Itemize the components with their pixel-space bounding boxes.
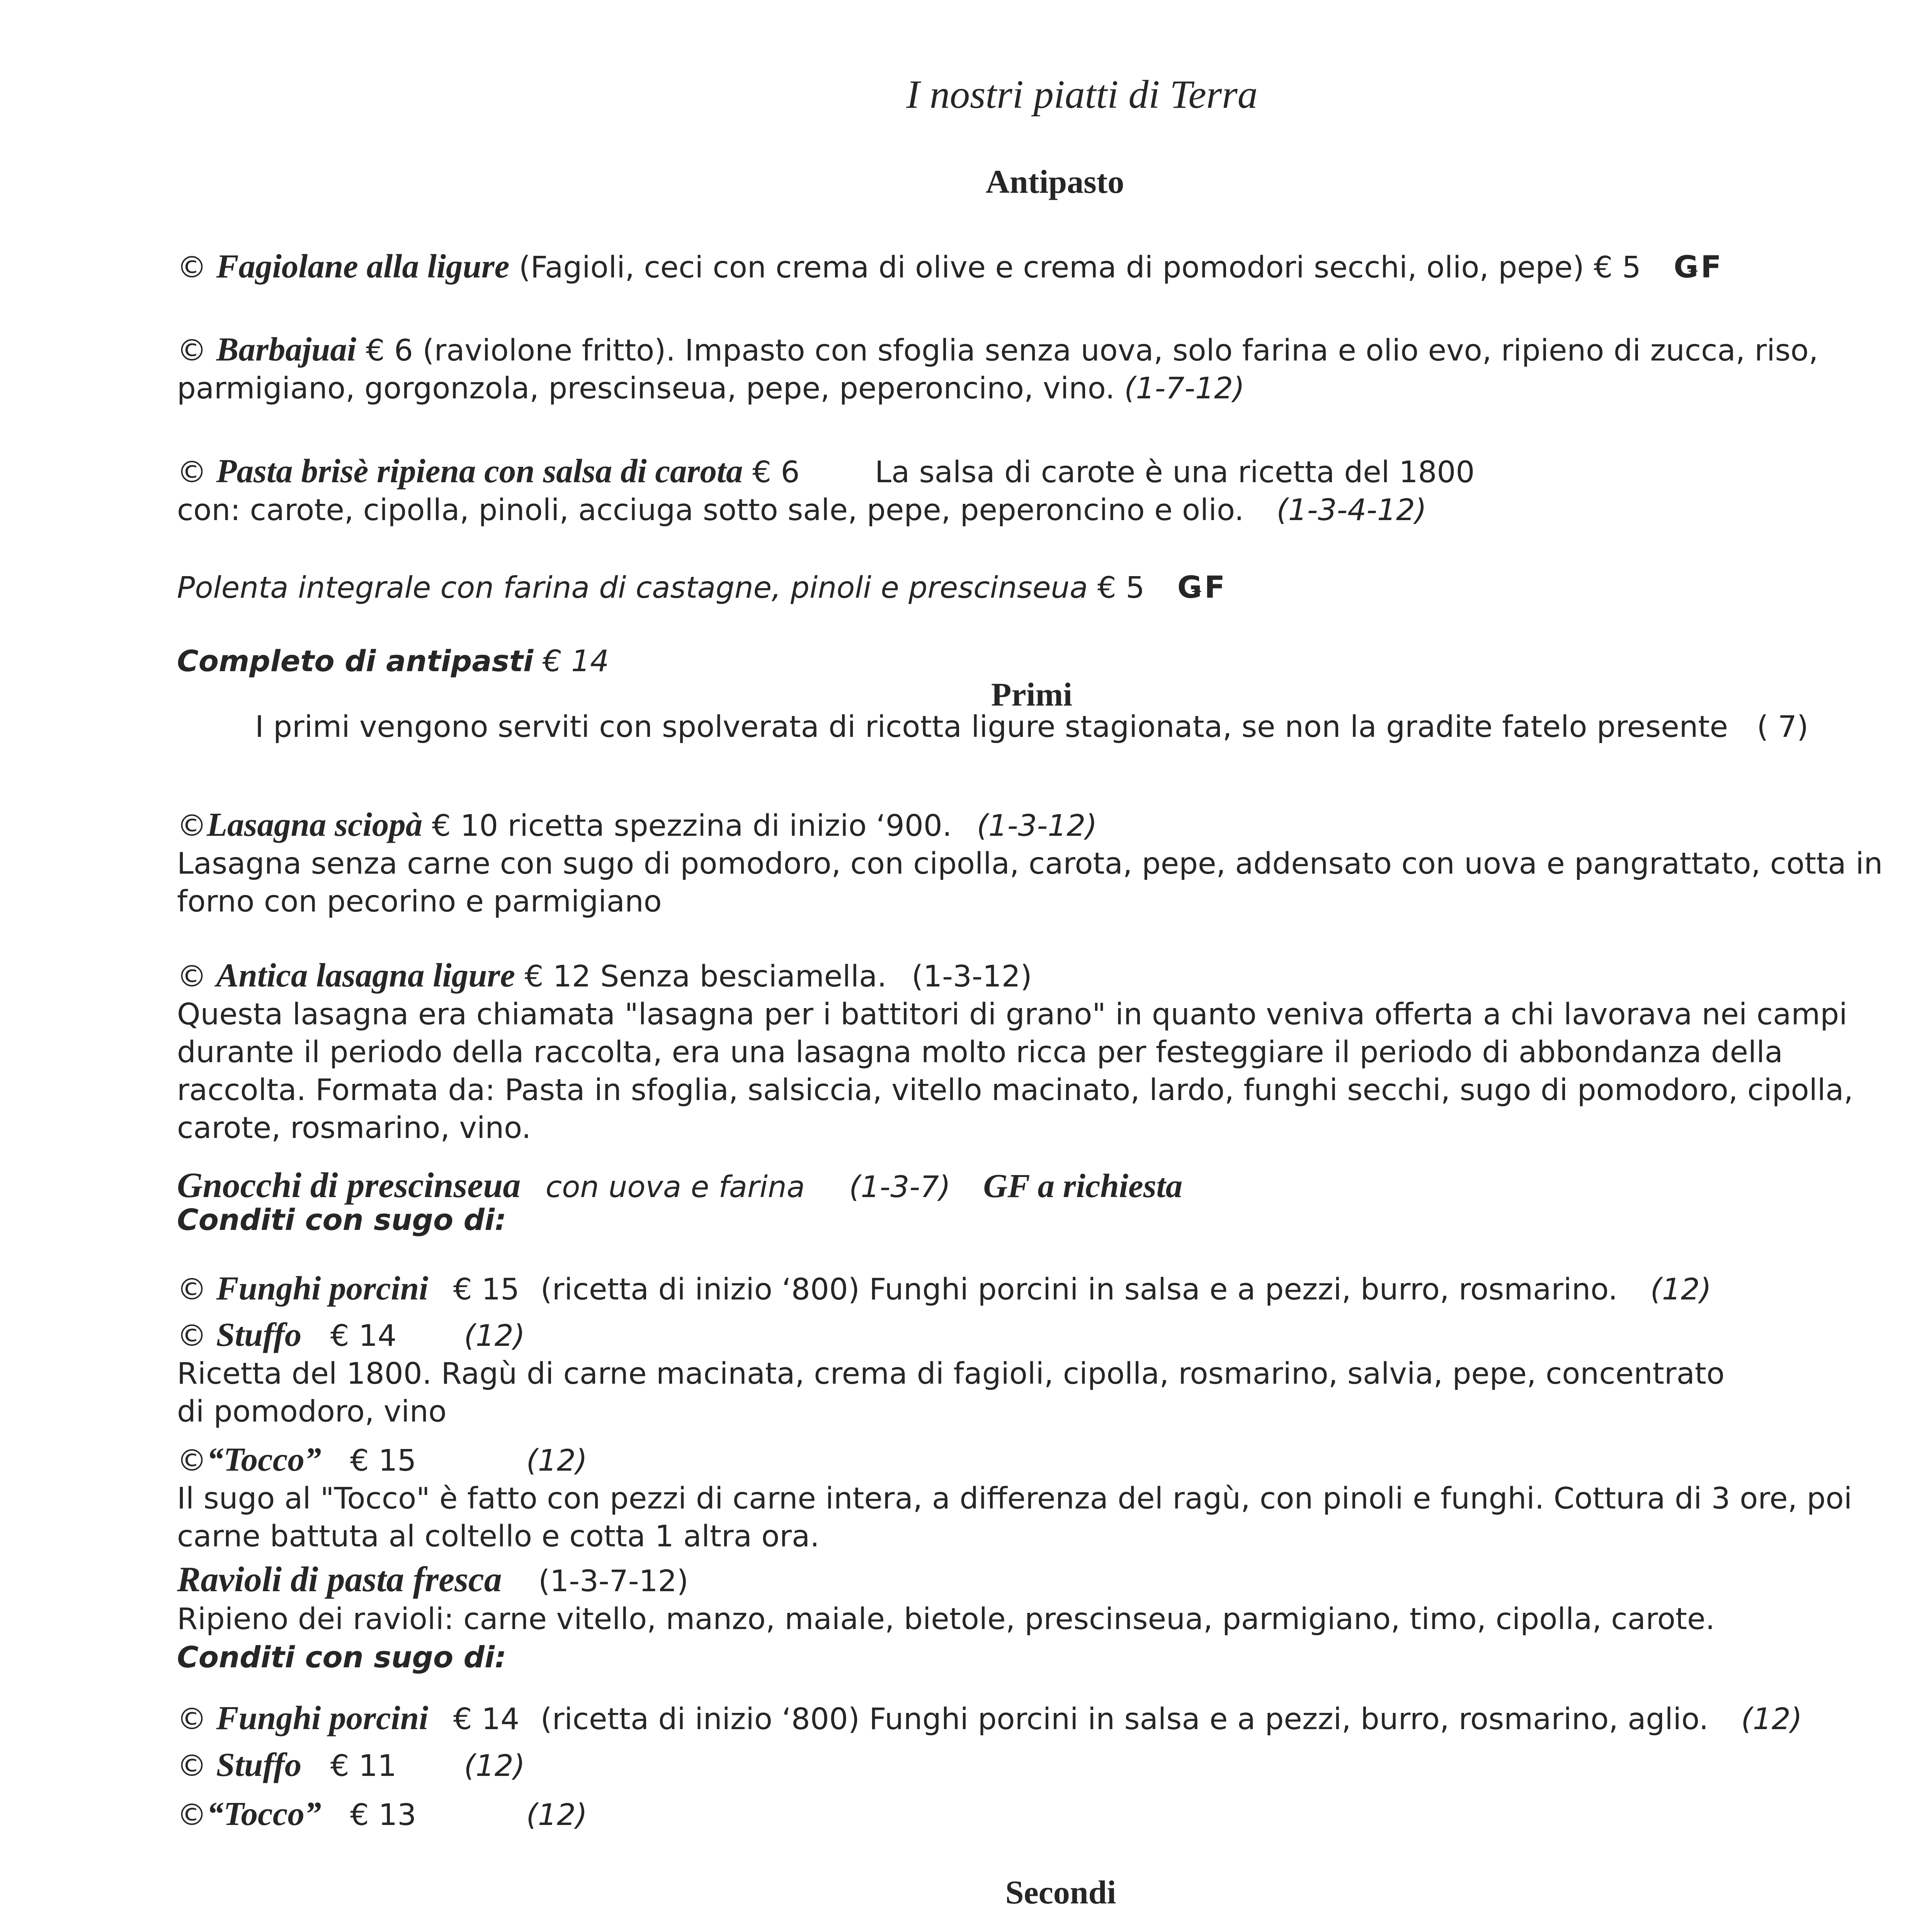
sauce-tocco [177,1795,587,1834]
sauce-description: (ricetta di inizio ‘800) Funghi porcini in salsa e a pezzi, burro, rosmarino. [540,1272,1618,1307]
sauce-funghi-porcini [177,1269,1711,1309]
dish-name: Antica lasagna ligure [216,956,515,994]
dish-name: Gnocchi di prescinseua [177,1165,521,1205]
sauce-heading: Conditi con sugo di: [177,1202,507,1237]
dish-description: raccolta. Formata da: Pasta in sfoglia, salsiccia, vitello macinato, lardo, funghi secchi, sugo di pomodoro, cipolla, [177,1073,1854,1107]
allergens: (1-3-12) [976,809,1097,843]
dish-name: Ravioli di pasta fresca [177,1560,502,1599]
sauce-price: € 15 [350,1444,417,1478]
dish-description: Lasagna senza carne con sugo di pomodoro, con cipolla, carota, pepe, addensato con uova e pangrattato, cotta in [177,847,1883,881]
section-heading-primi: Primi [991,676,1073,713]
dish-price: € 5 [1097,571,1145,605]
menu-item-completo [177,642,609,680]
dish-name: Pasta brisè ripiena con salsa di carota [216,452,743,490]
gluten-free-icon: ǤF [1177,570,1228,605]
allergens: (12) [464,1749,525,1783]
dish-description: € 6 (raviolone fritto). Impasto con sfoglia senza uova, solo farina e olio evo, ripieno di zucca, riso, [366,333,1818,368]
dish-description: durante il periodo della raccolta, era una lasagna molto ricca per festeggiare il periodo di abbondanza della [177,1035,1783,1070]
primi-intro [255,708,1808,746]
sauce-description: Il sugo al "Tocco" è fatto con pezzi di carne intera, a differenza del ragù, con pinoli e funghi. Cottura di 3 ore, poi [177,1481,1852,1516]
sauce-stuffo [177,1746,525,1785]
dish-description: € 10 ricetta spezzina di inizio ‘900. [432,809,952,843]
allergens: (12) [464,1319,525,1353]
menu-item-ravioli [177,1560,1885,1676]
menu-item-barbajuai [177,330,1885,408]
dish-note: La salsa di carote è una ricetta del 1800 [875,455,1475,490]
gluten-free-note: GF a richiesta [983,1167,1183,1204]
section-heading-secondi: Secondi [1005,1874,1116,1911]
menu-item-pasta-brise [177,452,1885,529]
menu-item-lasagna-sciopa [177,806,1885,921]
tipico-icon: © [177,959,207,994]
menu-item-fagiolane [177,247,1724,287]
tipico-icon: © [177,333,207,368]
tipico-icon: © [177,1798,207,1832]
dish-description: con: carote, cipolla, pinoli, acciuga sotto sale, pepe, peperoncino e olio. [177,493,1244,527]
sauce-name: Stuffo [216,1746,302,1783]
allergens: (12) [526,1798,587,1832]
sauce-name: Funghi porcini [216,1269,429,1307]
sauce-price: € 14 [330,1319,397,1353]
sauce-heading: Conditi con sugo di: [177,1640,507,1674]
gluten-free-icon: ǤF [1674,250,1724,285]
dish-price: € 6 [752,455,800,490]
dish-description: € 12 Senza besciamella. [524,959,887,994]
dish-description: forno con pecorino e parmigiano [177,884,662,919]
sauce-description: Ricetta del 1800. Ragù di carne macinata, crema di fagioli, cipolla, rosmarino, salvia, pepe, concentrato [177,1357,1725,1391]
dish-name: Barbajuai [216,330,357,368]
page-title: I nostri piatti di Terra [906,72,1258,117]
tipico-icon: © [177,809,207,843]
sauce-tocco [177,1440,1885,1556]
dish-description: carote, rosmarino, vino. [177,1111,531,1145]
tipico-icon: © [177,1702,207,1736]
allergens: (12) [1741,1702,1802,1736]
sauce-name: “Tocco” [207,1440,321,1478]
dish-description: Questa lasagna era chiamata "lasagna per i battitori di grano" in quanto veniva offerta a chi lavorava nei campi [177,997,1847,1032]
tipico-icon: © [177,250,207,285]
menu-item-antica-lasagna [177,956,1885,1147]
allergens: (1-3-12) [912,959,1032,994]
allergens: ( 7) [1757,710,1809,744]
sauce-price: € 13 [350,1798,417,1832]
menu-item-gnocchi [177,1166,1182,1206]
sauce-name: Stuffo [216,1316,302,1353]
sauce-description: di pomodoro, vino [177,1395,447,1429]
tipico-icon: © [177,1319,207,1353]
intro-text: I primi vengono serviti con spolverata di ricotta ligure stagionata, se non la gradite fatelo presente [255,710,1728,744]
dish-description: Polenta integrale con farina di castagne, pinoli e prescinseua [177,571,1088,605]
menu-item-polenta [177,569,1227,607]
allergens: (1-3-7-12) [538,1564,689,1599]
sauce-price: € 15 [453,1272,520,1307]
sauce-description: (ricetta di inizio ‘800) Funghi porcini in salsa e a pezzi, burro, rosmarino, aglio. [540,1702,1709,1736]
dish-name: Lasagna sciopà [207,806,423,843]
section-heading-antipasto: Antipasto [985,163,1124,200]
tipico-icon: © [177,1272,207,1307]
sauce-name: “Tocco” [207,1795,321,1832]
dish-description: (Fagioli, ceci con crema di olive e crema di pomodori secchi, olio, pepe) € 5 [519,250,1641,285]
allergens: (1-3-7) [849,1170,951,1204]
allergens: (1-3-4-12) [1276,493,1427,527]
sauce-funghi-porcini [177,1699,1802,1738]
dish-description: con uova e farina [545,1170,805,1204]
tipico-icon: © [177,1444,207,1478]
sauce-description: carne battuta al coltello e cotta 1 altra ora. [177,1519,820,1554]
tipico-icon: © [177,1749,207,1783]
dish-price: € 14 [543,644,609,679]
allergens: (12) [1650,1272,1711,1307]
allergens: (12) [526,1444,587,1478]
sauce-name: Funghi porcini [216,1699,429,1736]
sauce-price: € 14 [453,1702,520,1736]
dish-name: Completo di antipasti [177,644,534,678]
dish-name: Fagiolane alla ligure [216,247,510,285]
allergens: (1-7-12) [1124,371,1245,406]
tipico-icon: © [177,455,207,490]
sauce-stuffo [177,1316,1885,1431]
dish-description: parmigiano, gorgonzola, prescinseua, pepe, peperoncino, vino. [177,371,1115,406]
sauce-price: € 11 [330,1749,397,1783]
dish-description: Ripieno dei ravioli: carne vitello, manzo, maiale, bietole, prescinseua, parmigiano, timo, cipolla, carote. [177,1602,1715,1636]
